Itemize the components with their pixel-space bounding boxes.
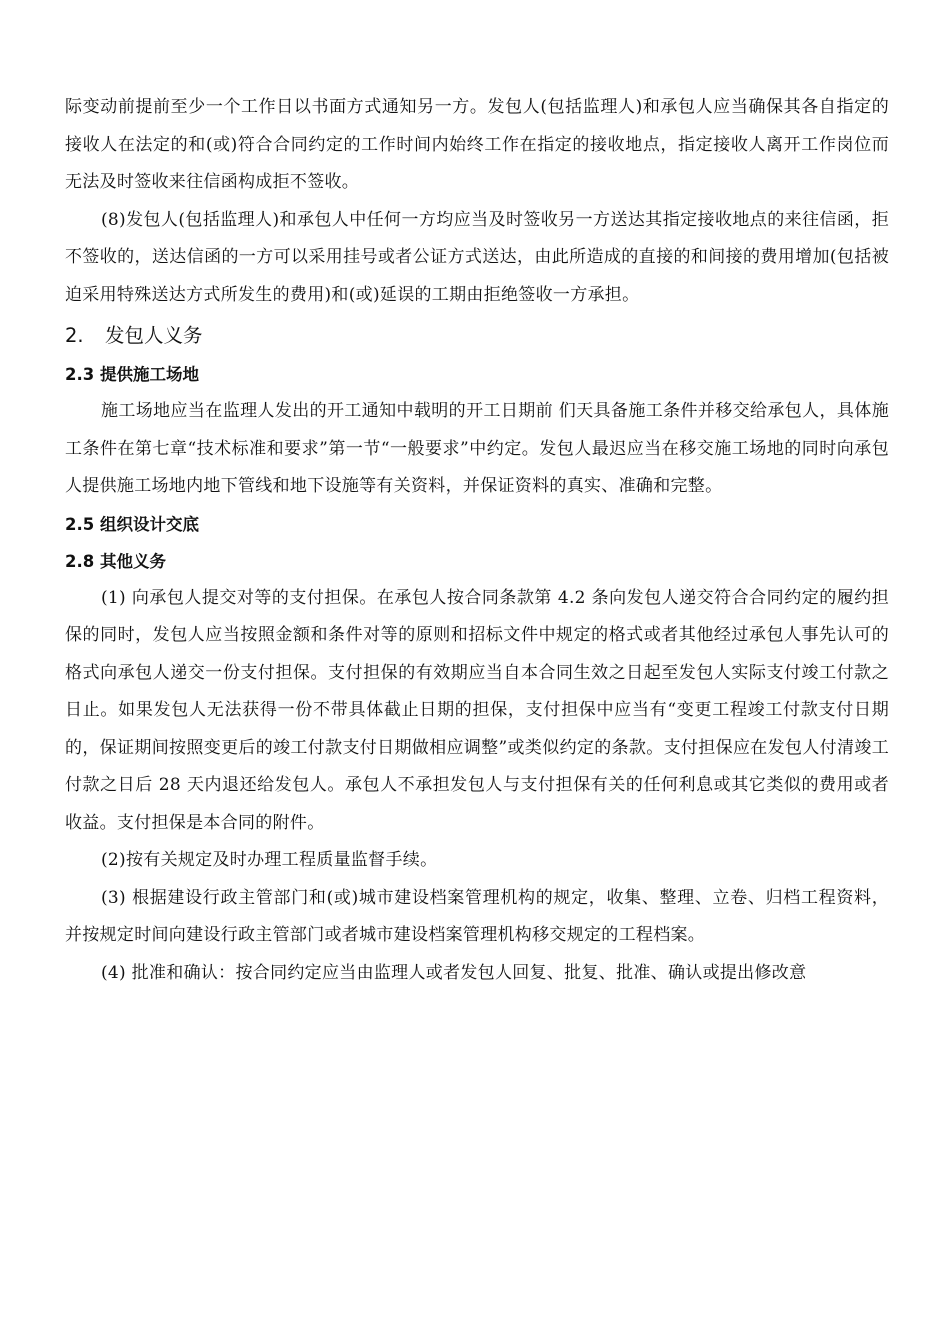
document-page bbox=[65, 89, 889, 992]
subheading-2-3: 2.3 提供施工场地 bbox=[65, 365, 199, 384]
paragraph-obligation-3: (3) 根据建设行政主管部门和(或)城市建设档案管理机构的规定，收集、整理、立卷、归档工程资料，并按规定时间向建设行政主管部门或者城市建设档案管理机构移交规定的工程档案。 bbox=[65, 887, 889, 945]
subheading-2-8: 2.8 其他义务 bbox=[65, 551, 166, 571]
section-heading-employer-obligations bbox=[65, 318, 889, 354]
section-number: 2. bbox=[65, 324, 84, 347]
paragraph-obligation-1: (1) 向承包人提交对等的支付担保。在承包人按合同条款第 4.2 条向发包人递交符合合同约定的履约担保的同时，发包人应当按照金额和条件对等的原则和招标文件中规定的格式或者其他经过承包人事先认可的格式向承包人递交一份支付担保。支付担保的有效期应当自本合同生效之日起至发包人实际支付竣工付款之日止。如果发包人无法获得一份不带具体截止日期的担保，支付担保中应当有“变更工程竣工付款支付日期的，保证期间按照变更后的竣工付款支付日期做相应调整”或类似约定的条款。支付担保应在发包人付清竣工付款之日后 28 天内退还给发包人。承包人不承担发包人与支付担保有关的任何利息或其它类似的费用或者收益。支付担保是本合同的附件。 bbox=[65, 587, 889, 833]
subheading-2-5: 2.5 组织设计交底 bbox=[65, 514, 199, 534]
paragraph-obligation-4: (4) 批准和确认：按合同约定应当由监理人或者发包人回复、批复、批准、确认或提出修改意 bbox=[101, 962, 807, 983]
paragraph-site-provision: 施工场地应当在监理人发出的开工通知中载明的开工日期前 们天具备施工条件并移交给承包人，具体施工条件在第七章“技术标准和要求”第一节“一般要求”中约定。发包人最迟应当在移交施工场地的同时向承包人提供施工场地内地下管线和地下设施等有关资料，并保证资料的真实、准确和完整。 bbox=[65, 401, 889, 496]
section-title: 发包人义务 bbox=[105, 324, 203, 347]
paragraph-obligation-2: (2)按有关规定及时办理工程质量监督手续。 bbox=[101, 850, 438, 870]
paragraph-clause-8: (8)发包人(包括监理人)和承包人中任何一方均应当及时签收另一方送达其指定接收地点的来往信函，拒不签收的，送达信函的一方可以采用挂号或者公证方式送达，由此所造成的直接的和间接的费用增加(包括被迫采用特殊送达方式所发生的费用)和(或)延误的工期由拒绝签收一方承担。 bbox=[65, 209, 889, 305]
paragraph-notice-continuation: 际变动前提前至少一个工作日以书面方式通知另一方。发包人(包括监理人)和承包人应当确保其各自指定的接收人在法定的和(或)符合合同约定的工作时间内始终工作在指定的接收地点，指定接收人离开工作岗位而无法及时签收来往信函构成拒不签收。 bbox=[65, 97, 889, 192]
